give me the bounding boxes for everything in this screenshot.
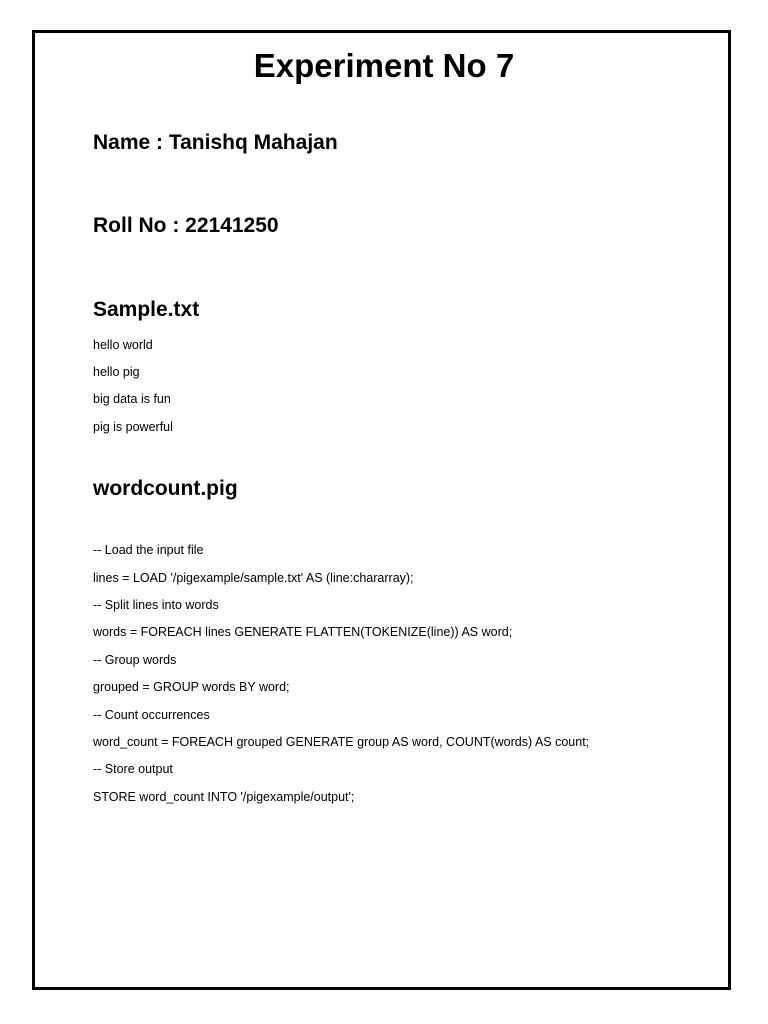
roll-number: Roll No : 22141250 (93, 214, 279, 237)
script-line: -- Group words (93, 653, 177, 667)
script-file-heading: wordcount.pig (93, 477, 238, 500)
script-line: grouped = GROUP words BY word; (93, 680, 290, 694)
sample-line: big data is fun (93, 392, 171, 406)
page-title: Experiment No 7 (253, 47, 515, 84)
student-name: Name : Tanishq Mahajan (93, 131, 338, 154)
script-line: words = FOREACH lines GENERATE FLATTEN(TOKENIZE(line)) AS word; (93, 625, 513, 639)
script-line: -- Load the input file (93, 543, 204, 557)
script-line: -- Split lines into words (93, 598, 219, 612)
script-line: STORE word_count INTO '/pigexample/output'; (93, 790, 355, 804)
script-line: -- Count occurrences (93, 708, 210, 722)
sample-file-heading: Sample.txt (93, 298, 200, 321)
script-line: word_count = FOREACH grouped GENERATE group AS word, COUNT(words) AS count; (93, 735, 590, 749)
page-border (32, 30, 731, 990)
sample-line: hello pig (93, 365, 140, 379)
sample-line: pig is powerful (93, 420, 173, 434)
script-line: lines = LOAD '/pigexample/sample.txt' AS (line:chararray); (93, 571, 414, 585)
sample-line: hello world (93, 338, 153, 352)
script-line: -- Store output (93, 762, 173, 776)
